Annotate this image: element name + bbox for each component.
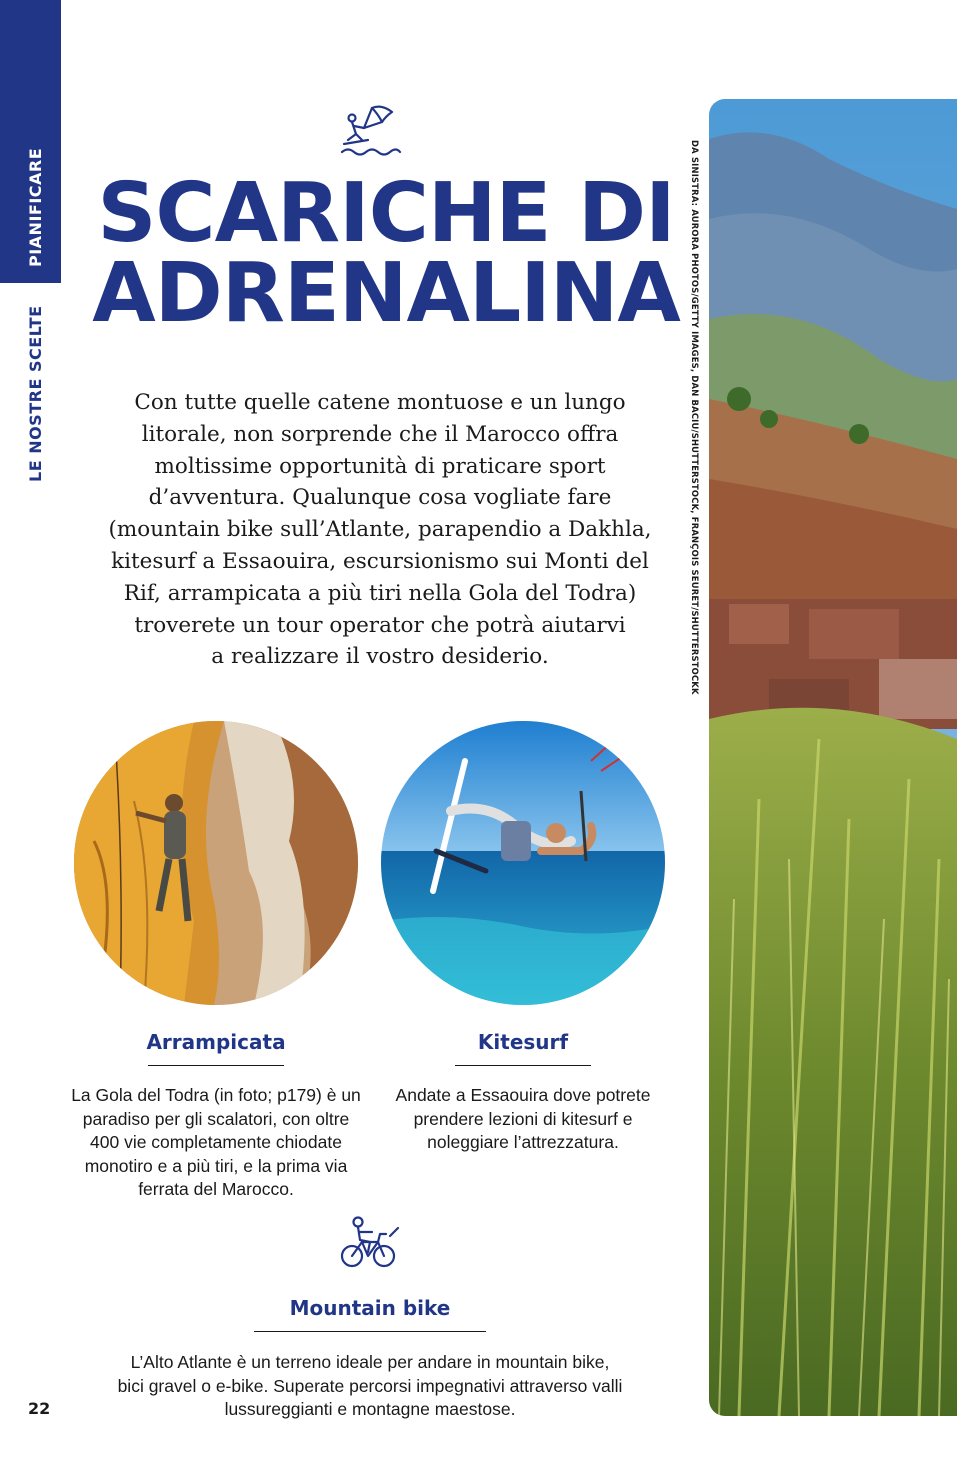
section-text-line: La Gola del Todra (in foto; p179) è un	[71, 1085, 361, 1105]
section-text-line: bici gravel o e-bike. Superate percorsi impegnativi attraverso valli	[117, 1375, 623, 1396]
photo-credit: DA SINISTRA: AURORA PHOTOS/GETTY IMAGES, DAN BACIU/SHUTTERSTOCK, FRANÇOIS SEURET/SHUTTERSTOCKK	[690, 140, 700, 695]
sidebar-section-label: PIANIFICARE	[26, 147, 45, 267]
intro-line: moltissime opportunità di praticare sport	[154, 453, 606, 479]
section-text-line: 400 vie completamente chiodate	[90, 1132, 342, 1152]
page-title-line-1: SCARICHE DI	[97, 166, 675, 261]
section-heading-kitesurf: Kitesurf	[477, 1030, 569, 1054]
landscape-photo	[709, 99, 957, 1416]
section-rule	[254, 1331, 486, 1332]
page-title-line-2: ADRENALINA	[92, 246, 680, 341]
intro-line: troverete un tour operator che potrà aiutarvi	[134, 612, 626, 638]
kitesurf-icon	[338, 100, 402, 164]
section-rule	[148, 1065, 284, 1066]
page-number: 22	[28, 1399, 51, 1418]
mountain-bike-icon	[338, 1212, 402, 1276]
section-heading-climbing: Arrampicata	[146, 1030, 286, 1054]
section-text-line: ferrata del Marocco.	[138, 1179, 294, 1199]
intro-line: kitesurf a Essaouira, escursionismo sui Monti del	[111, 548, 649, 574]
section-text-line: L’Alto Atlante è un terreno ideale per andare in mountain bike,	[130, 1352, 610, 1372]
intro-line: d’avventura. Qualunque cosa vogliate fare	[148, 485, 612, 511]
section-text-mountain-bike	[80, 1351, 660, 1422]
kitesurf-photo	[381, 721, 665, 1005]
intro-line: a realizzare il vostro desiderio.	[211, 644, 549, 670]
sidebar-subsection-label: LE NOSTRE SCELTE	[26, 305, 45, 482]
intro-line: Rif, arrampicata a più tiri nella Gola del Todra)	[123, 580, 637, 606]
intro-paragraph	[90, 387, 670, 673]
intro-line: (mountain bike sull’Atlante, parapendio a Dakhla,	[108, 517, 652, 543]
section-text-kitesurf	[363, 1084, 683, 1155]
section-text-line: paradiso per gli scalatori, con oltre	[82, 1108, 350, 1129]
section-text-climbing	[56, 1084, 376, 1202]
section-text-line: monotiro e a più tiri, e la prima via	[84, 1155, 348, 1176]
section-text-line: noleggiare l’attrezzatura.	[427, 1132, 619, 1152]
intro-line: Con tutte quelle catene montuose e un lungo	[134, 390, 626, 415]
climbing-photo	[74, 721, 358, 1005]
section-heading-mountain-bike: Mountain bike	[289, 1296, 451, 1320]
intro-line: litorale, non sorprende che il Marocco offra	[141, 421, 619, 447]
section-text-line: prendere lezioni di kitesurf e	[413, 1108, 633, 1129]
section-text-line: Andate a Essaouira dove potrete	[395, 1085, 651, 1105]
section-text-line: lussureggianti e montagne maestose.	[224, 1399, 516, 1419]
section-rule	[455, 1065, 591, 1066]
